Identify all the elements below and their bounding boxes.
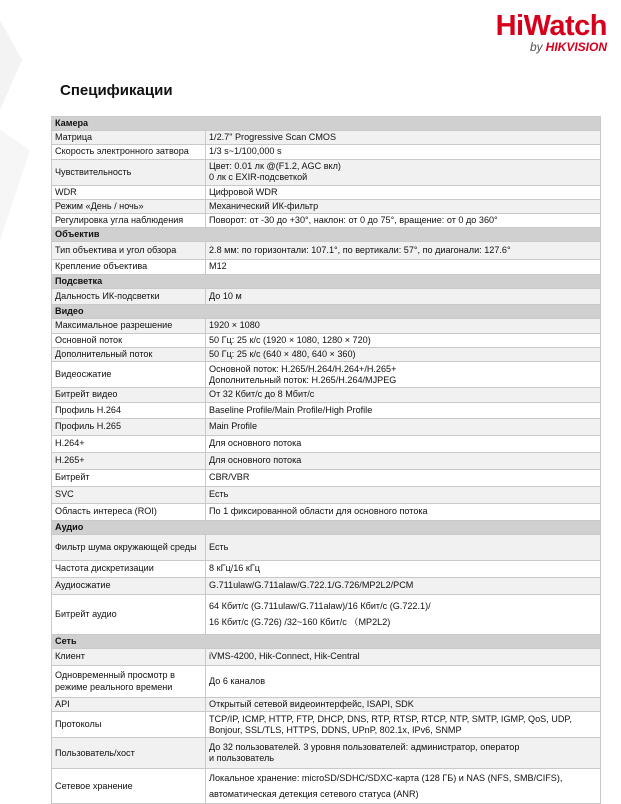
- spec-row: [52, 452, 601, 469]
- logo-wordmark: HiWatch: [495, 10, 607, 42]
- spec-row: [52, 319, 601, 334]
- section-title: Сеть: [52, 634, 601, 648]
- spec-label: Регулировка угла наблюдения: [52, 214, 206, 228]
- spec-value: [206, 769, 601, 804]
- spec-value-line: 64 Кбит/с (G.711ulaw/G.711alaw)/16 Кбит/с (G.722.1)/: [209, 601, 431, 612]
- spec-row: [52, 242, 601, 260]
- spec-value-line: Открытый сетевой видеоинтерфейс, ISAPI, SDK: [209, 699, 414, 710]
- section-title: Подсветка: [52, 274, 601, 288]
- spec-row: [52, 577, 601, 594]
- spec-row: [52, 288, 601, 304]
- spec-value-line: Цифровой WDR: [209, 186, 278, 197]
- spec-value-line: Main Profile: [209, 421, 258, 432]
- spec-label: Дополнительный поток: [52, 348, 206, 362]
- spec-value: [206, 288, 601, 304]
- spec-value: [206, 159, 601, 185]
- spec-row: [52, 666, 601, 698]
- spec-label: Пользователь/хост: [52, 738, 206, 769]
- spec-value-line: Цвет: 0.01 лк @(F1.2, AGC вкл): [209, 160, 341, 171]
- spec-value-line: автоматическая детекция сетевого статуса (ANR): [209, 789, 419, 800]
- spec-value-line: Механический ИК-фильтр: [209, 200, 319, 211]
- spec-row: [52, 435, 601, 452]
- spec-value-line: 50 Гц: 25 к/с (640 × 480, 640 × 360): [209, 349, 356, 360]
- section-header: [52, 304, 601, 318]
- spec-row: [52, 594, 601, 634]
- spec-value: [206, 260, 601, 274]
- spec-value-line: По 1 фиксированной области для основного потока: [209, 506, 428, 517]
- spec-value-line: 1920 × 1080: [209, 320, 260, 331]
- spec-value-line: До 6 каналов: [209, 675, 266, 686]
- section-title: Камера: [52, 117, 601, 131]
- spec-value-line: Bonjour, SSL/TLS, HTTPS, DDNS, UPnP, 802.1x, IPv6, SNMP: [209, 724, 462, 735]
- spec-value-line: Дополнительный поток: H.265/H.264/MJPEG: [209, 374, 397, 385]
- spec-label: SVC: [52, 486, 206, 503]
- spec-row: [52, 418, 601, 435]
- specification-table: [51, 116, 601, 804]
- spec-label: Область интереса (ROI): [52, 503, 206, 520]
- spec-value-line: Поворот: от -30 до +30°, наклон: от 0 до 75°, вращение: от 0 до 360°: [209, 215, 498, 226]
- section-header: [52, 520, 601, 534]
- spec-label: Аудиосжатие: [52, 577, 206, 594]
- spec-label: Битрейт видео: [52, 388, 206, 402]
- spec-label: Чувствительность: [52, 159, 206, 185]
- spec-row: [52, 469, 601, 486]
- spec-value: [206, 560, 601, 577]
- spec-value-line: CBR/VBR: [209, 472, 250, 483]
- spec-value-line: Baseline Profile/Main Profile/High Profile: [209, 404, 373, 415]
- page-title: Спецификации: [60, 82, 173, 99]
- spec-row: [52, 649, 601, 666]
- spec-value-line: Для основного потока: [209, 455, 302, 466]
- spec-value-line: G.711ulaw/G.711alaw/G.722.1/G.726/MP2L2/PCM: [209, 580, 414, 591]
- spec-label: Битрейт: [52, 469, 206, 486]
- spec-value-line: Есть: [209, 489, 229, 500]
- spec-label: Дальность ИК-подсветки: [52, 288, 206, 304]
- spec-row: [52, 769, 601, 804]
- section-title: Объектив: [52, 228, 601, 242]
- spec-value: [206, 242, 601, 260]
- spec-value: [206, 418, 601, 435]
- spec-value: [206, 334, 601, 348]
- spec-label: Протоколы: [52, 712, 206, 738]
- spec-label: Режим «День / ночь»: [52, 199, 206, 213]
- spec-row: [52, 560, 601, 577]
- spec-value: [206, 534, 601, 560]
- spec-value-line: 8 кГц/16 кГц: [209, 563, 260, 574]
- section-title: Видео: [52, 304, 601, 318]
- spec-value: [206, 712, 601, 738]
- spec-value: [206, 319, 601, 334]
- spec-label: H.265+: [52, 452, 206, 469]
- logo-hikvision-text: HIKVISION: [545, 40, 607, 54]
- spec-value: [206, 666, 601, 698]
- spec-label: Скорость электронного затвора: [52, 145, 206, 159]
- section-header: [52, 117, 601, 131]
- spec-value: [206, 452, 601, 469]
- spec-value: [206, 402, 601, 418]
- spec-value-line: 1/2.7" Progressive Scan CMOS: [209, 132, 337, 143]
- spec-row: [52, 503, 601, 520]
- section-header: [52, 228, 601, 242]
- spec-label: Клиент: [52, 649, 206, 666]
- spec-label: Сетевое хранение: [52, 769, 206, 804]
- spec-label: Видеосжатие: [52, 362, 206, 388]
- spec-label: Матрица: [52, 131, 206, 145]
- section-title: Аудио: [52, 520, 601, 534]
- spec-value-line: Для основного потока: [209, 438, 302, 449]
- spec-row: [52, 698, 601, 712]
- spec-value: [206, 649, 601, 666]
- spec-label: WDR: [52, 185, 206, 199]
- spec-value-line: До 32 пользователей. 3 уровня пользователей: администратор, оператор: [209, 742, 520, 753]
- spec-label: Профиль H.264: [52, 402, 206, 418]
- spec-row: [52, 362, 601, 388]
- spec-row: [52, 712, 601, 738]
- spec-value-line: 2.8 мм: по горизонтали: 107.1°, по вертикали: 57°, по диагонали: 127.6°: [209, 245, 511, 256]
- spec-value-line: Основной поток: H.265/H.264/H.264+/H.265+: [209, 363, 397, 374]
- spec-value-line: iVMS-4200, Hik-Connect, Hik-Central: [209, 651, 360, 662]
- spec-label: H.264+: [52, 435, 206, 452]
- spec-row: [52, 185, 601, 199]
- spec-row: [52, 334, 601, 348]
- spec-value: [206, 131, 601, 145]
- spec-row: [52, 738, 601, 769]
- spec-row: [52, 199, 601, 213]
- spec-label: Одновременный просмотр в режиме реального времени: [52, 666, 206, 698]
- spec-row: [52, 145, 601, 159]
- spec-value-line: Есть: [209, 541, 229, 552]
- logo-by-text: by: [529, 40, 543, 54]
- spec-value: [206, 362, 601, 388]
- spec-value: [206, 503, 601, 520]
- spec-value: [206, 214, 601, 228]
- spec-value: [206, 199, 601, 213]
- spec-value: [206, 185, 601, 199]
- spec-value: [206, 388, 601, 402]
- spec-label: Тип объектива и угол обзора: [52, 242, 206, 260]
- spec-value-line: От 32 Кбит/с до 8 Мбит/с: [209, 389, 315, 400]
- spec-row: [52, 348, 601, 362]
- spec-value: [206, 469, 601, 486]
- spec-value-line: M12: [209, 261, 227, 272]
- spec-row: [52, 214, 601, 228]
- spec-label: Крепление объектива: [52, 260, 206, 274]
- spec-value-line: До 10 м: [209, 290, 242, 301]
- spec-value: [206, 486, 601, 503]
- spec-row: [52, 260, 601, 274]
- spec-label: Максимальное разрешение: [52, 319, 206, 334]
- spec-label: API: [52, 698, 206, 712]
- spec-value-line: 1/3 s~1/100,000 s: [209, 146, 282, 157]
- spec-value-line: TCP/IP, ICMP, HTTP, FTP, DHCP, DNS, RTP, RTSP, RTCP, NTP, SMTP, IGMP, QoS, UDP,: [209, 713, 572, 724]
- spec-label: Основной поток: [52, 334, 206, 348]
- spec-label: Фильтр шума окружающей среды: [52, 534, 206, 560]
- spec-label: Битрейт аудио: [52, 594, 206, 634]
- spec-value-line: 0 лк с EXIR-подсветкой: [209, 172, 308, 183]
- spec-row: [52, 534, 601, 560]
- section-header: [52, 274, 601, 288]
- spec-row: [52, 131, 601, 145]
- spec-label: Профиль H.265: [52, 418, 206, 435]
- spec-value: [206, 738, 601, 769]
- spec-row: [52, 388, 601, 402]
- spec-value-line: 16 Кбит/с (G.726) /32~160 Кбит/с （MP2L2): [209, 617, 391, 628]
- spec-value: [206, 435, 601, 452]
- spec-label: Частота дискретизации: [52, 560, 206, 577]
- spec-value: [206, 698, 601, 712]
- spec-row: [52, 402, 601, 418]
- spec-value: [206, 145, 601, 159]
- spec-value-line: Локальное хранение: microSD/SDHC/SDXC-карта (128 ГБ) и NAS (NFS, SMB/CIFS),: [209, 773, 563, 784]
- spec-row: [52, 486, 601, 503]
- logo-byline: [496, 40, 607, 54]
- spec-value-line: и пользователь: [209, 753, 275, 764]
- spec-value-line: 50 Гц: 25 к/с (1920 × 1080, 1280 × 720): [209, 335, 371, 346]
- hiwatch-logo: [496, 10, 607, 54]
- spec-value: [206, 594, 601, 634]
- spec-value: [206, 348, 601, 362]
- spec-value: [206, 577, 601, 594]
- spec-row: [52, 159, 601, 185]
- section-header: [52, 634, 601, 648]
